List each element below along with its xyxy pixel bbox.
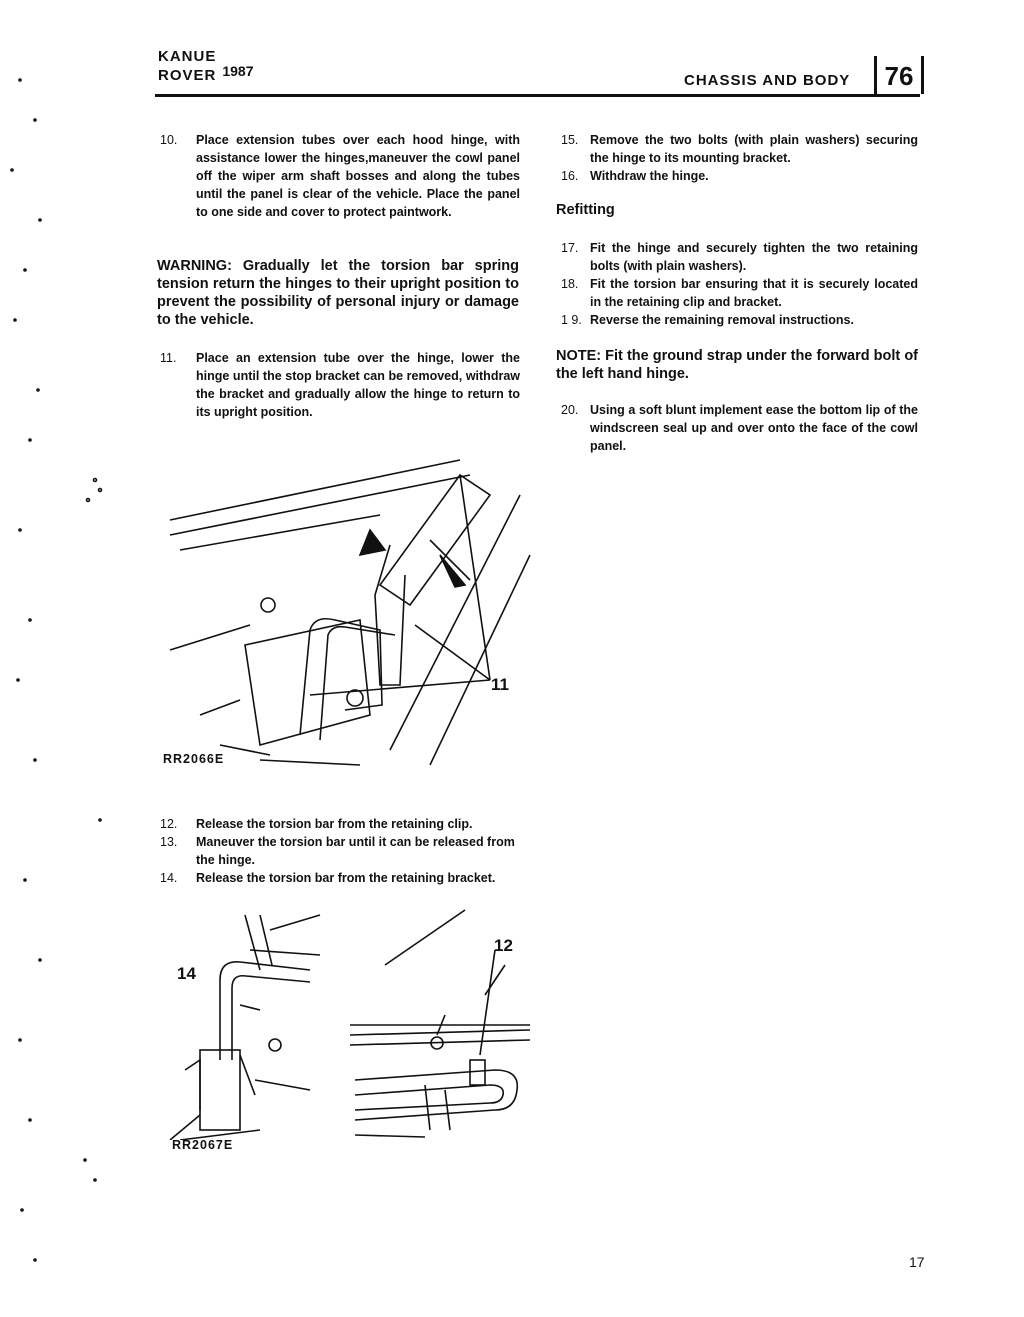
step-number: 15. — [561, 133, 579, 147]
scan-speckle-left-margin — [0, 60, 140, 1310]
step-16 — [561, 167, 921, 185]
brand-line-1: KANUE — [158, 48, 217, 65]
step-18 — [561, 275, 921, 311]
step-text: Release the torsion bar from the retaining bracket. — [196, 871, 496, 885]
header-title: CHASSIS AND BODY — [684, 72, 851, 89]
section-number: 76 — [874, 56, 924, 94]
step-text: Place extension tubes over each hood hinge, with assistance lower the hinges,maneuver the cowl panel off the wiper arm shaft bosses and along the tubes until the panel is clear of the vehicle. Place the panel to one side and cover to protect paintwork. — [196, 133, 520, 219]
step-text: Release the torsion bar from the retaining clip. — [196, 817, 473, 831]
step-number: 1 9. — [561, 313, 582, 327]
step-number: 20. — [561, 403, 579, 417]
step-text: Fit the torsion bar ensuring that it is securely located in the retaining clip and bracket. — [590, 277, 918, 309]
step-10 — [160, 131, 522, 221]
callout-12: 12 — [494, 936, 513, 955]
figure-label: RR2066E — [163, 752, 225, 766]
header-year: 1987 — [222, 63, 254, 79]
warning-text: WARNING: Gradually let the torsion bar spring tension return the hinges to their upright position to prevent the possibility of personal injury or damage to the vehicle. — [157, 258, 519, 328]
page-number: 17 — [909, 1254, 925, 1270]
step-15 — [561, 131, 921, 167]
step-number: 13. — [160, 835, 178, 849]
step-number: 18. — [561, 277, 579, 291]
step-17 — [561, 239, 921, 275]
step-number: 16. — [561, 169, 579, 183]
step-text: Reverse the remaining removal instructions. — [590, 313, 854, 327]
step-11 — [160, 349, 522, 421]
figure-rr2067e-left-illustration — [160, 910, 330, 1140]
step-12 — [160, 815, 522, 833]
step-text: Maneuver the torsion bar until it can be released from the hinge. — [196, 835, 515, 867]
step-text: Remove the two bolts (with plain washers) securing the hinge to its mounting bracket. — [590, 133, 918, 165]
step-number: 12. — [160, 817, 178, 831]
step-14 — [160, 869, 522, 887]
header-brand — [158, 50, 254, 83]
step-number: 10. — [160, 133, 178, 147]
brand-line-2: ROVER — [158, 67, 217, 84]
note-text: NOTE: Fit the ground strap under the forward bolt of the left hand hinge. — [556, 348, 918, 382]
header-rule — [155, 94, 920, 97]
step-number: 11. — [160, 351, 177, 365]
step-text: Fit the hinge and securely tighten the two retaining bolts (with plain washers). — [590, 241, 918, 273]
step-number: 17. — [561, 241, 579, 255]
figure-label: RR2067E — [172, 1138, 234, 1152]
step-13 — [160, 833, 522, 869]
step-number: 14. — [160, 871, 178, 885]
figure-rr2066e-illustration — [160, 455, 540, 775]
callout-11: 11 — [491, 675, 509, 694]
step-20 — [561, 401, 921, 455]
step-text: Place an extension tube over the hinge, lower the hinge until the stop bracket can be removed, withdraw the bracket and gradually allow the hinge to return to its upright position. — [196, 351, 520, 419]
step-text: Withdraw the hinge. — [590, 169, 709, 183]
step-text: Using a soft blunt implement ease the bottom lip of the windscreen seal up and over onto the face of the cowl panel. — [590, 403, 918, 453]
step-19 — [561, 311, 921, 329]
callout-14: 14 — [177, 964, 196, 983]
refitting-heading: Refitting — [556, 202, 615, 218]
